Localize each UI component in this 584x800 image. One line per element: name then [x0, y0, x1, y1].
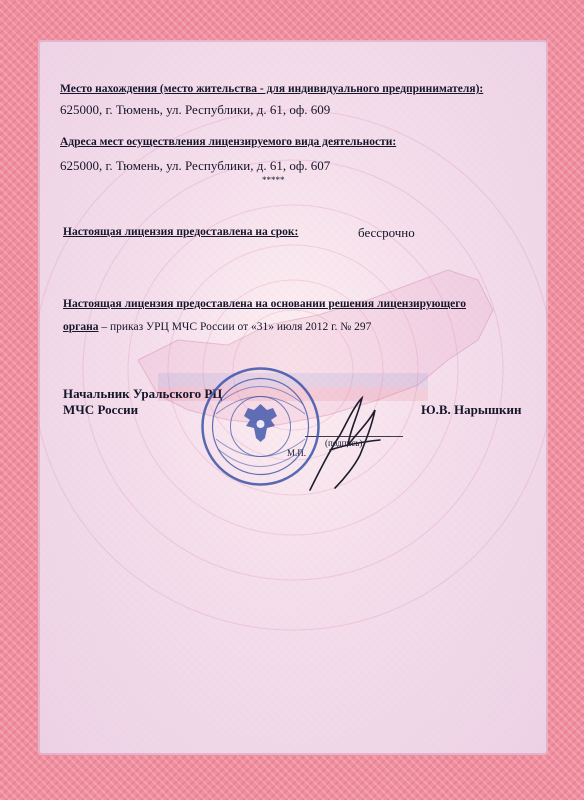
double-eagle-emblem	[244, 404, 277, 442]
location-heading: Место нахождения (место жительства - для индивидуального предпринимателя):	[60, 83, 484, 95]
activity-heading: Адреса мест осуществления лицензируемого вида деятельности:	[60, 136, 397, 148]
signer-name: Ю.В. Нарышкин	[421, 402, 522, 417]
basis-line-2	[63, 318, 371, 334]
stamp-mark: М.П.	[287, 448, 307, 458]
separator-stars: *****	[262, 175, 285, 185]
basis-line-1: Настоящая лицензия предоставлена на основании решения лицензирующего	[63, 298, 466, 310]
signer-title-line-1: Начальник Уральского РЦ	[63, 386, 223, 401]
term-label: Настоящая лицензия предоставлена на срок:	[63, 226, 299, 238]
handwritten-signature	[300, 390, 390, 500]
location-address: 625000, г. Тюмень, ул. Республики, д. 61, оф. 609	[60, 102, 331, 117]
activity-address: 625000, г. Тюмень, ул. Республики, д. 61, оф. 607	[60, 158, 331, 173]
signer-title-line-2: МЧС России	[63, 402, 139, 417]
signature-caption: (подпись)	[325, 438, 363, 448]
basis-line-2-text: – приказ УРЦ МЧС России от «31» июля 2012 г. № 297	[98, 321, 372, 333]
term-value: бессрочно	[358, 225, 415, 240]
basis-line-2-label: органа	[63, 321, 99, 333]
